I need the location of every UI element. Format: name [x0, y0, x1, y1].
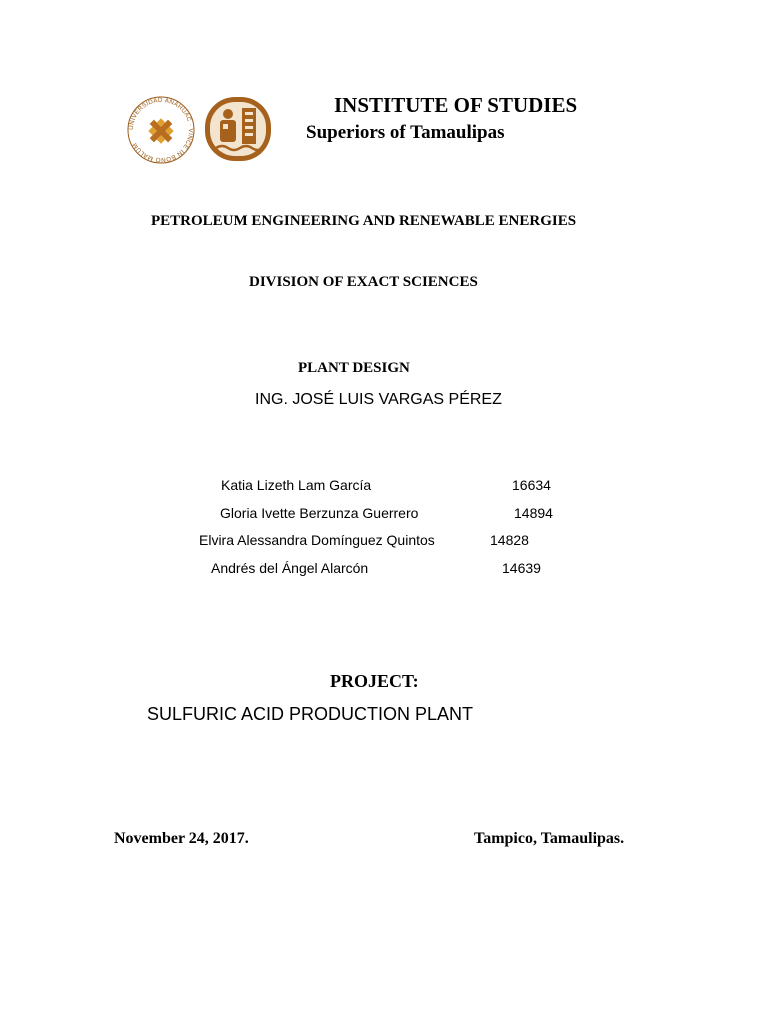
project-label: PROJECT: — [330, 671, 419, 691]
student-name: Andrés del Ángel Alarcón — [211, 560, 369, 576]
iest-logo — [204, 96, 272, 162]
institution-title: INSTITUTE OF STUDIES — [334, 93, 578, 117]
student-id: 14639 — [502, 560, 541, 576]
student-name: Gloria Ivette Berzunza Guerrero — [220, 505, 419, 521]
course-heading: PLANT DESIGN — [298, 360, 410, 376]
student-id: 14894 — [514, 505, 553, 521]
student-name: Katia Lizeth Lam García — [221, 477, 372, 493]
anahuac-ring-text: UNIVERSIDAD ANÁHUAC · VINCE IN BONO MALUM — [127, 96, 195, 164]
iest-seal-icon — [204, 96, 272, 162]
project-title: SULFURIC ACID PRODUCTION PLANT — [147, 704, 474, 724]
student-id: 16634 — [512, 477, 551, 493]
student-name: Elvira Alessandra Domínguez Quintos — [199, 532, 435, 548]
department-heading: PETROLEUM ENGINEERING AND RENEWABLE ENERGIES — [151, 213, 577, 229]
anahuac-logo — [126, 95, 196, 165]
institution-subtitle: Superiors of Tamaulipas — [306, 122, 505, 143]
anahuac-seal-icon — [126, 95, 196, 165]
date-text: November 24, 2017. — [114, 830, 249, 847]
place-text: Tampico, Tamaulipas. — [474, 830, 625, 847]
student-id: 14828 — [490, 532, 529, 548]
division-heading: DIVISION OF EXACT SCIENCES — [249, 274, 478, 290]
teacher-name: ING. JOSÉ LUIS VARGAS PÉREZ — [255, 391, 502, 408]
